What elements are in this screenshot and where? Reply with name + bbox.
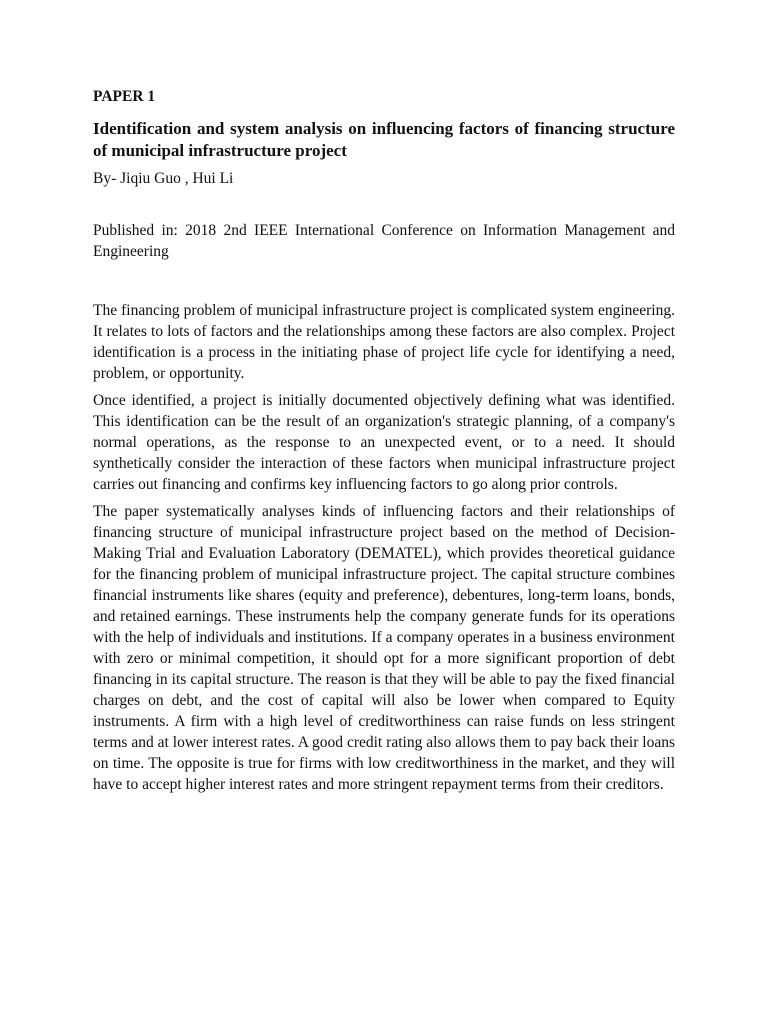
authors-line: By- Jiqiu Guo , Hui Li [93,170,234,187]
publication-info: Published in: 2018 2nd IEEE International Conference on Information Management and Engineering [93,222,675,260]
paragraph-intro: The financing problem of municipal infrastructure project is complicated system engineering. It relates to lots of factors and the relationships among these factors are also complex. Project identification is a process in the initiating phase of project life cycle for identifying a need, problem, or opportunity. [93,302,675,382]
paper-title: Identification and system analysis on influencing factors of financing structure of municipal infrastructure project [93,119,675,160]
paper-label: PAPER 1 [93,88,156,105]
paragraph-identification: Once identified, a project is initially documented objectively defining what was identified. This identification can be the result of an organization's strategic planning, of a company's normal operations, as the response to an unexpected event, or to a need. It should synthetically consider the interaction of these factors when municipal infrastructure project carries out financing and confirms key influencing factors to go along prior controls. [93,392,675,493]
paragraph-analysis: The paper systematically analyses kinds of influencing factors and their relationships of financing structure of municipal infrastructure project based on the method of Decision-Making Trial and Evaluation Laboratory (DEMATEL), which provides theoretical guidance for the financing problem of municipal infrastructure project. The capital structure combines financial instruments like shares (equity and preference), debentures, long-term loans, bonds, and retained earnings. These instruments help the company generate funds for its operations with the help of individuals and institutions. If a company operates in a business environment with zero or minimal competition, it should opt for a more significant proportion of debt financing in its capital structure. The reason is that they will be able to pay the fixed financial charges on debt, and the cost of capital will also be lower when compared to Equity instruments. A firm with a high level of creditworthiness can raise funds on less stringent terms and at lower interest rates. A good credit rating also allows them to pay back their loans on time. The opposite is true for firms with low creditworthiness in the market, and they will have to accept higher interest rates and more stringent repayment terms from their creditors. [93,503,675,793]
document-page [93,86,675,801]
